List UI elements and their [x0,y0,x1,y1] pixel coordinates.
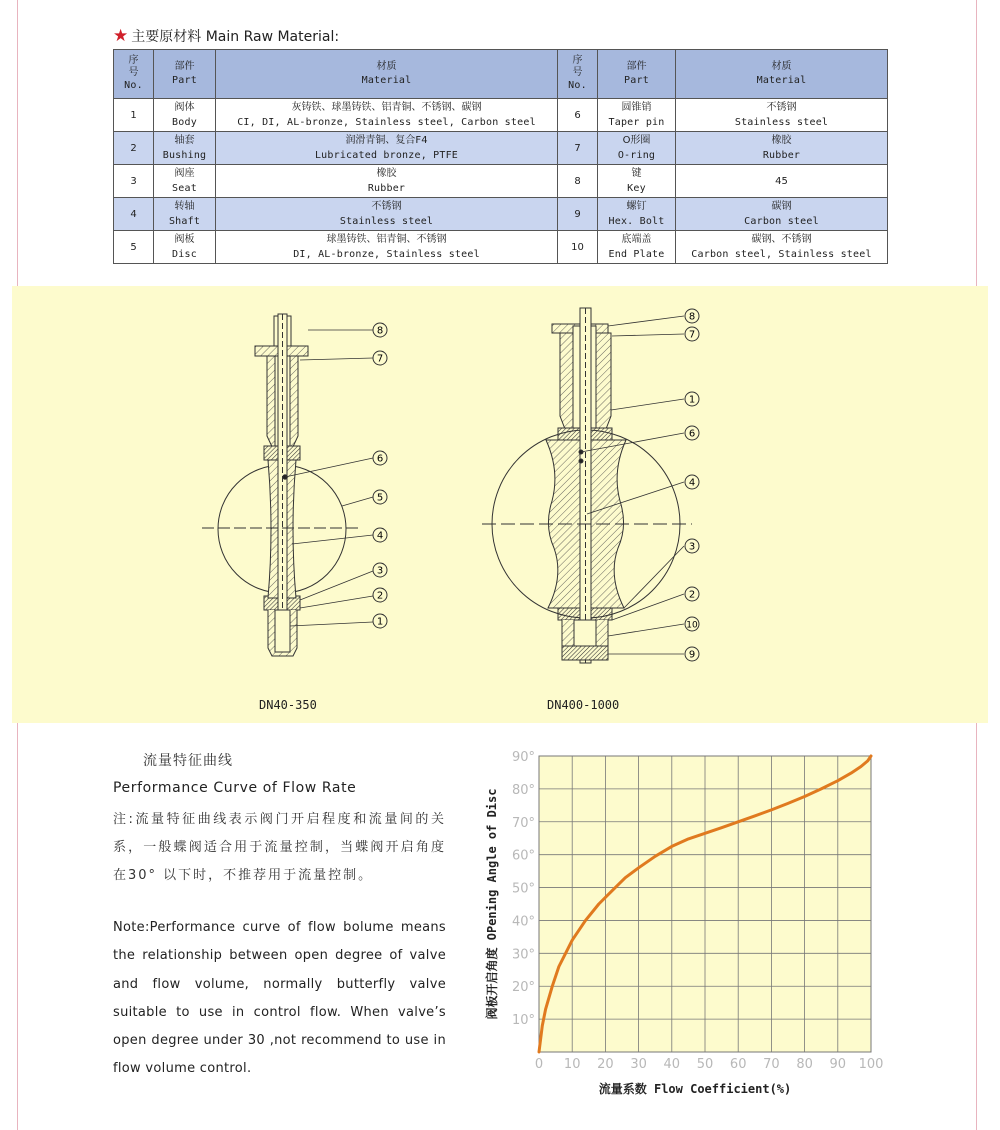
materials-title [113,26,339,46]
performance-note-en: Note:Performance curve of flow bolume means the relationship between open degree of valve and flow volume, normally butterfly valve suitable to use in control flow. When valve’s open degree under 30 ,not recommend to use in flow volume control. [113,920,446,1077]
x-tick-label: 50 [696,1057,714,1072]
y-tick-label: 20° [511,980,535,996]
row-no: 3 [114,165,154,198]
callout-badge [373,528,387,542]
row-material-right: 不锈钢 Stainless steel [676,99,888,132]
row-material-right: 45 [676,165,888,198]
callout-number: 3 [376,565,384,577]
row-part: 阀座 Seat [154,165,216,198]
callout-badge [685,392,699,406]
row-part: 阀体 Body [154,99,216,132]
flow-curve-chart [478,745,898,1105]
header-material-right: 材质 Material [676,50,888,99]
drawing-label-large: DN400-1000 [547,698,620,712]
header-no-right: 序号 No. [558,50,598,99]
right-callouts [685,309,699,661]
callout-badge [373,351,387,365]
row-material: 球墨铸铁、铝青铜、不锈钢 DI, AL-bronze, Stainless steel [216,231,558,264]
valve-drawing-small [202,314,362,656]
x-tick-label: 70 [763,1057,780,1072]
callout-badge [685,327,699,341]
performance-title-cn: 流量特征曲线 [143,753,233,769]
callout-badge [373,451,387,465]
callout-badge [685,539,699,553]
callout-badge [685,426,699,440]
callout-number: 8 [688,311,696,323]
row-no-right: 9 [558,198,598,231]
y-tick-label: 90° [511,750,535,765]
materials-title-text: 主要原材料 Main Raw Material: [131,29,340,45]
row-no-right: 10 [558,231,598,264]
row-material-right: 碳钢、不锈钢 Carbon steel, Stainless steel [676,231,888,264]
callout-number: 9 [688,649,696,661]
row-part-right: 底端盖 End Plate [598,231,676,264]
y-tick-label: 50° [511,881,535,897]
row-no: 1 [114,99,154,132]
row-part: 轴套 Bushing [154,132,216,165]
y-tick-label: 30° [511,947,535,963]
callout-badge [373,563,387,577]
y-tick-label: 70° [511,815,535,831]
table-row [114,99,888,132]
callout-badge [685,475,699,489]
callout-badge [373,490,387,504]
row-material: 灰铸铁、球墨铸铁、铝青铜、不锈钢、碳钢 CI, DI, AL-bronze, Stainless steel, Carbon steel [216,99,558,132]
table-row [114,198,888,231]
drawing-label-small: DN40-350 [259,698,317,712]
row-part-right: 螺钉 Hex. Bolt [598,198,676,231]
y-tick-label: 80° [511,782,535,798]
row-part-right: 圆锥销 Taper pin [598,99,676,132]
drawing-panel [12,286,988,723]
x-tick-label: 90 [829,1057,847,1072]
performance-title-en: Performance Curve of Flow Rate [113,780,357,796]
callout-number: 2 [688,589,696,601]
callout-number: 4 [376,530,384,542]
table-header-row [114,50,888,99]
performance-note-cn: 注:流量特征曲线表示阀门开启程度和流量间的关系，一般蝶阀适合用于流量控制，当蝶阀开启角度在30° 以下时，不推荐用于流量控制。 [113,812,446,883]
x-tick-label: 80 [796,1057,813,1072]
header-material: 材质 Material [216,50,558,99]
header-part-right: 部件 Part [598,50,676,99]
row-no-right: 6 [558,99,598,132]
y-tick-label: 10° [511,1013,535,1029]
callout-number: 7 [688,329,696,341]
materials-table [113,49,888,264]
header-no: 序号 No. [114,50,154,99]
row-part: 转轴 Shaft [154,198,216,231]
callout-number: 8 [376,325,384,337]
callout-number: 1 [688,394,696,406]
row-no-right: 8 [558,165,598,198]
row-material: 不锈钢 Stainless steel [216,198,558,231]
callout-number: 6 [688,428,696,440]
flow-curve-svg [478,745,898,1105]
callout-badge [685,647,699,661]
row-material: 橡胶 Rubber [216,165,558,198]
row-no-right: 7 [558,132,598,165]
valve-drawing-large [482,308,692,663]
header-part: 部件 Part [154,50,216,99]
row-part: 阀板 Disc [154,231,216,264]
callout-badge [685,587,699,601]
callout-badge [373,323,387,337]
callout-badge [373,614,387,628]
x-tick-label: 30 [630,1057,647,1072]
valve-drawings [12,286,988,723]
callout-number: 4 [688,477,696,489]
row-material-right: 橡胶 Rubber [676,132,888,165]
callout-number: 6 [376,453,384,465]
x-tick-label: 60 [729,1057,747,1072]
x-axis-title: 流量系数 Flow Coefficient(%) [598,1082,792,1096]
callout-number: 5 [376,492,384,504]
x-tick-label: 0 [534,1057,544,1072]
y-axis-title: 阀板开启角度 OPening Angle of Disc [485,788,499,1020]
callout-badge [685,309,699,323]
x-tick-label: 20 [597,1057,614,1072]
callout-number: 3 [688,541,696,553]
star-icon: ★ [113,25,129,46]
y-tick-label: 40° [511,914,535,930]
callout-badge [685,617,699,631]
x-tick-label: 100 [858,1057,884,1072]
row-material: 润滑青铜、复合F4 Lubricated bronze, PTFE [216,132,558,165]
row-no: 4 [114,198,154,231]
callout-number: 10 [686,620,698,631]
callout-number: 1 [376,616,384,628]
callout-number: 2 [376,590,384,602]
x-tick-label: 10 [563,1057,581,1072]
table-row [114,165,888,198]
callout-number: 7 [376,353,384,365]
row-no: 5 [114,231,154,264]
row-no: 2 [114,132,154,165]
table-row [114,231,888,264]
row-part-right: 键 Key [598,165,676,198]
row-part-right: O形圈 O-ring [598,132,676,165]
x-tick-label: 40 [663,1057,681,1072]
left-callouts [373,323,387,628]
callout-badge [373,588,387,602]
row-material-right: 碳钢 Carbon steel [676,198,888,231]
table-row [114,132,888,165]
y-tick-label: 60° [511,848,535,864]
